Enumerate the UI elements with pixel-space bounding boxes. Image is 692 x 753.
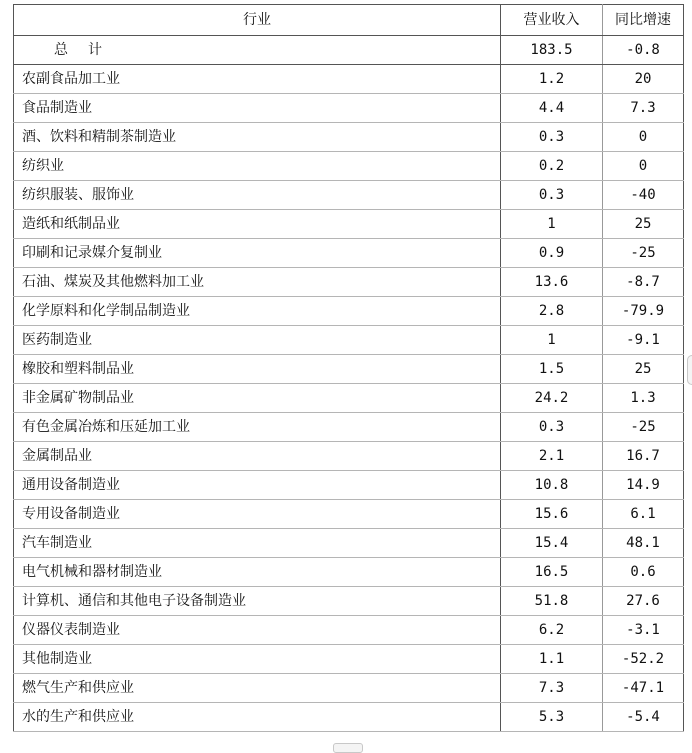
industry-cell: 印刷和记录媒介复制业 — [14, 239, 501, 268]
revenue-cell: 0.9 — [501, 239, 603, 268]
header-revenue: 营业收入 — [501, 5, 603, 36]
revenue-cell: 5.3 — [501, 703, 603, 732]
header-industry: 行业 — [14, 5, 501, 36]
header-growth: 同比增速 — [603, 5, 684, 36]
revenue-cell: 0.3 — [501, 413, 603, 442]
revenue-cell: 1 — [501, 210, 603, 239]
table-row — [14, 413, 684, 442]
revenue-cell: 16.5 — [501, 558, 603, 587]
industry-cell: 水的生产和供应业 — [14, 703, 501, 732]
table-row — [14, 529, 684, 558]
growth-cell: -52.2 — [603, 645, 684, 674]
revenue-cell: 1.5 — [501, 355, 603, 384]
revenue-cell: 7.3 — [501, 674, 603, 703]
growth-cell: 25 — [603, 210, 684, 239]
revenue-cell: 0.3 — [501, 123, 603, 152]
industry-cell: 纺织业 — [14, 152, 501, 181]
industry-cell: 专用设备制造业 — [14, 500, 501, 529]
revenue-cell: 1.1 — [501, 645, 603, 674]
table-row — [14, 500, 684, 529]
growth-cell: 14.9 — [603, 471, 684, 500]
growth-cell: -25 — [603, 239, 684, 268]
revenue-cell: 15.6 — [501, 500, 603, 529]
table-row — [14, 471, 684, 500]
growth-cell: 27.6 — [603, 587, 684, 616]
table-row — [14, 355, 684, 384]
growth-cell: 6.1 — [603, 500, 684, 529]
industry-cell: 石油、煤炭及其他燃料加工业 — [14, 268, 501, 297]
table-row — [14, 558, 684, 587]
growth-cell: -47.1 — [603, 674, 684, 703]
table-row — [14, 297, 684, 326]
growth-cell: -79.9 — [603, 297, 684, 326]
industry-cell: 其他制造业 — [14, 645, 501, 674]
growth-cell: 48.1 — [603, 529, 684, 558]
table-row — [14, 703, 684, 732]
total-growth: -0.8 — [603, 36, 684, 65]
table-row — [14, 384, 684, 413]
growth-cell: 20 — [603, 65, 684, 94]
industry-cell: 非金属矿物制品业 — [14, 384, 501, 413]
scrollbar-handle[interactable] — [687, 355, 692, 385]
table-row — [14, 442, 684, 471]
revenue-cell: 6.2 — [501, 616, 603, 645]
industry-cell: 造纸和纸制品业 — [14, 210, 501, 239]
revenue-cell: 2.8 — [501, 297, 603, 326]
growth-cell: 1.3 — [603, 384, 684, 413]
revenue-cell: 51.8 — [501, 587, 603, 616]
table-row — [14, 326, 684, 355]
bottom-scroll-handle[interactable] — [333, 743, 363, 753]
industry-cell: 金属制品业 — [14, 442, 501, 471]
industry-cell: 橡胶和塑料制品业 — [14, 355, 501, 384]
total-revenue: 183.5 — [501, 36, 603, 65]
growth-cell: -40 — [603, 181, 684, 210]
growth-cell: -3.1 — [603, 616, 684, 645]
table-row — [14, 65, 684, 94]
industry-cell: 有色金属冶炼和压延加工业 — [14, 413, 501, 442]
total-row — [14, 36, 684, 65]
revenue-cell: 2.1 — [501, 442, 603, 471]
industry-cell: 化学原料和化学制品制造业 — [14, 297, 501, 326]
industry-cell: 农副食品加工业 — [14, 65, 501, 94]
industry-cell: 电气机械和器材制造业 — [14, 558, 501, 587]
industry-revenue-table — [13, 4, 684, 732]
growth-cell: 0 — [603, 123, 684, 152]
growth-cell: 7.3 — [603, 94, 684, 123]
total-label: 总计 — [14, 36, 501, 65]
industry-cell: 汽车制造业 — [14, 529, 501, 558]
growth-cell: 16.7 — [603, 442, 684, 471]
table-row — [14, 645, 684, 674]
industry-cell: 通用设备制造业 — [14, 471, 501, 500]
industry-cell: 医药制造业 — [14, 326, 501, 355]
table-row — [14, 268, 684, 297]
industry-table-container — [13, 4, 684, 732]
table-body — [14, 36, 684, 732]
revenue-cell: 0.2 — [501, 152, 603, 181]
industry-cell: 燃气生产和供应业 — [14, 674, 501, 703]
growth-cell: 0.6 — [603, 558, 684, 587]
revenue-cell: 0.3 — [501, 181, 603, 210]
table-row — [14, 181, 684, 210]
growth-cell: -5.4 — [603, 703, 684, 732]
growth-cell: -9.1 — [603, 326, 684, 355]
table-row — [14, 94, 684, 123]
growth-cell: -8.7 — [603, 268, 684, 297]
table-row — [14, 587, 684, 616]
growth-cell: 0 — [603, 152, 684, 181]
revenue-cell: 1.2 — [501, 65, 603, 94]
growth-cell: -25 — [603, 413, 684, 442]
revenue-cell: 24.2 — [501, 384, 603, 413]
revenue-cell: 10.8 — [501, 471, 603, 500]
table-row — [14, 616, 684, 645]
table-row — [14, 239, 684, 268]
table-row — [14, 210, 684, 239]
table-row — [14, 674, 684, 703]
table-row — [14, 123, 684, 152]
industry-cell: 计算机、通信和其他电子设备制造业 — [14, 587, 501, 616]
industry-cell: 纺织服装、服饰业 — [14, 181, 501, 210]
revenue-cell: 1 — [501, 326, 603, 355]
table-row — [14, 152, 684, 181]
revenue-cell: 13.6 — [501, 268, 603, 297]
industry-cell: 仪器仪表制造业 — [14, 616, 501, 645]
industry-cell: 酒、饮料和精制茶制造业 — [14, 123, 501, 152]
growth-cell: 25 — [603, 355, 684, 384]
revenue-cell: 15.4 — [501, 529, 603, 558]
table-header-row — [14, 5, 684, 36]
industry-cell: 食品制造业 — [14, 94, 501, 123]
revenue-cell: 4.4 — [501, 94, 603, 123]
